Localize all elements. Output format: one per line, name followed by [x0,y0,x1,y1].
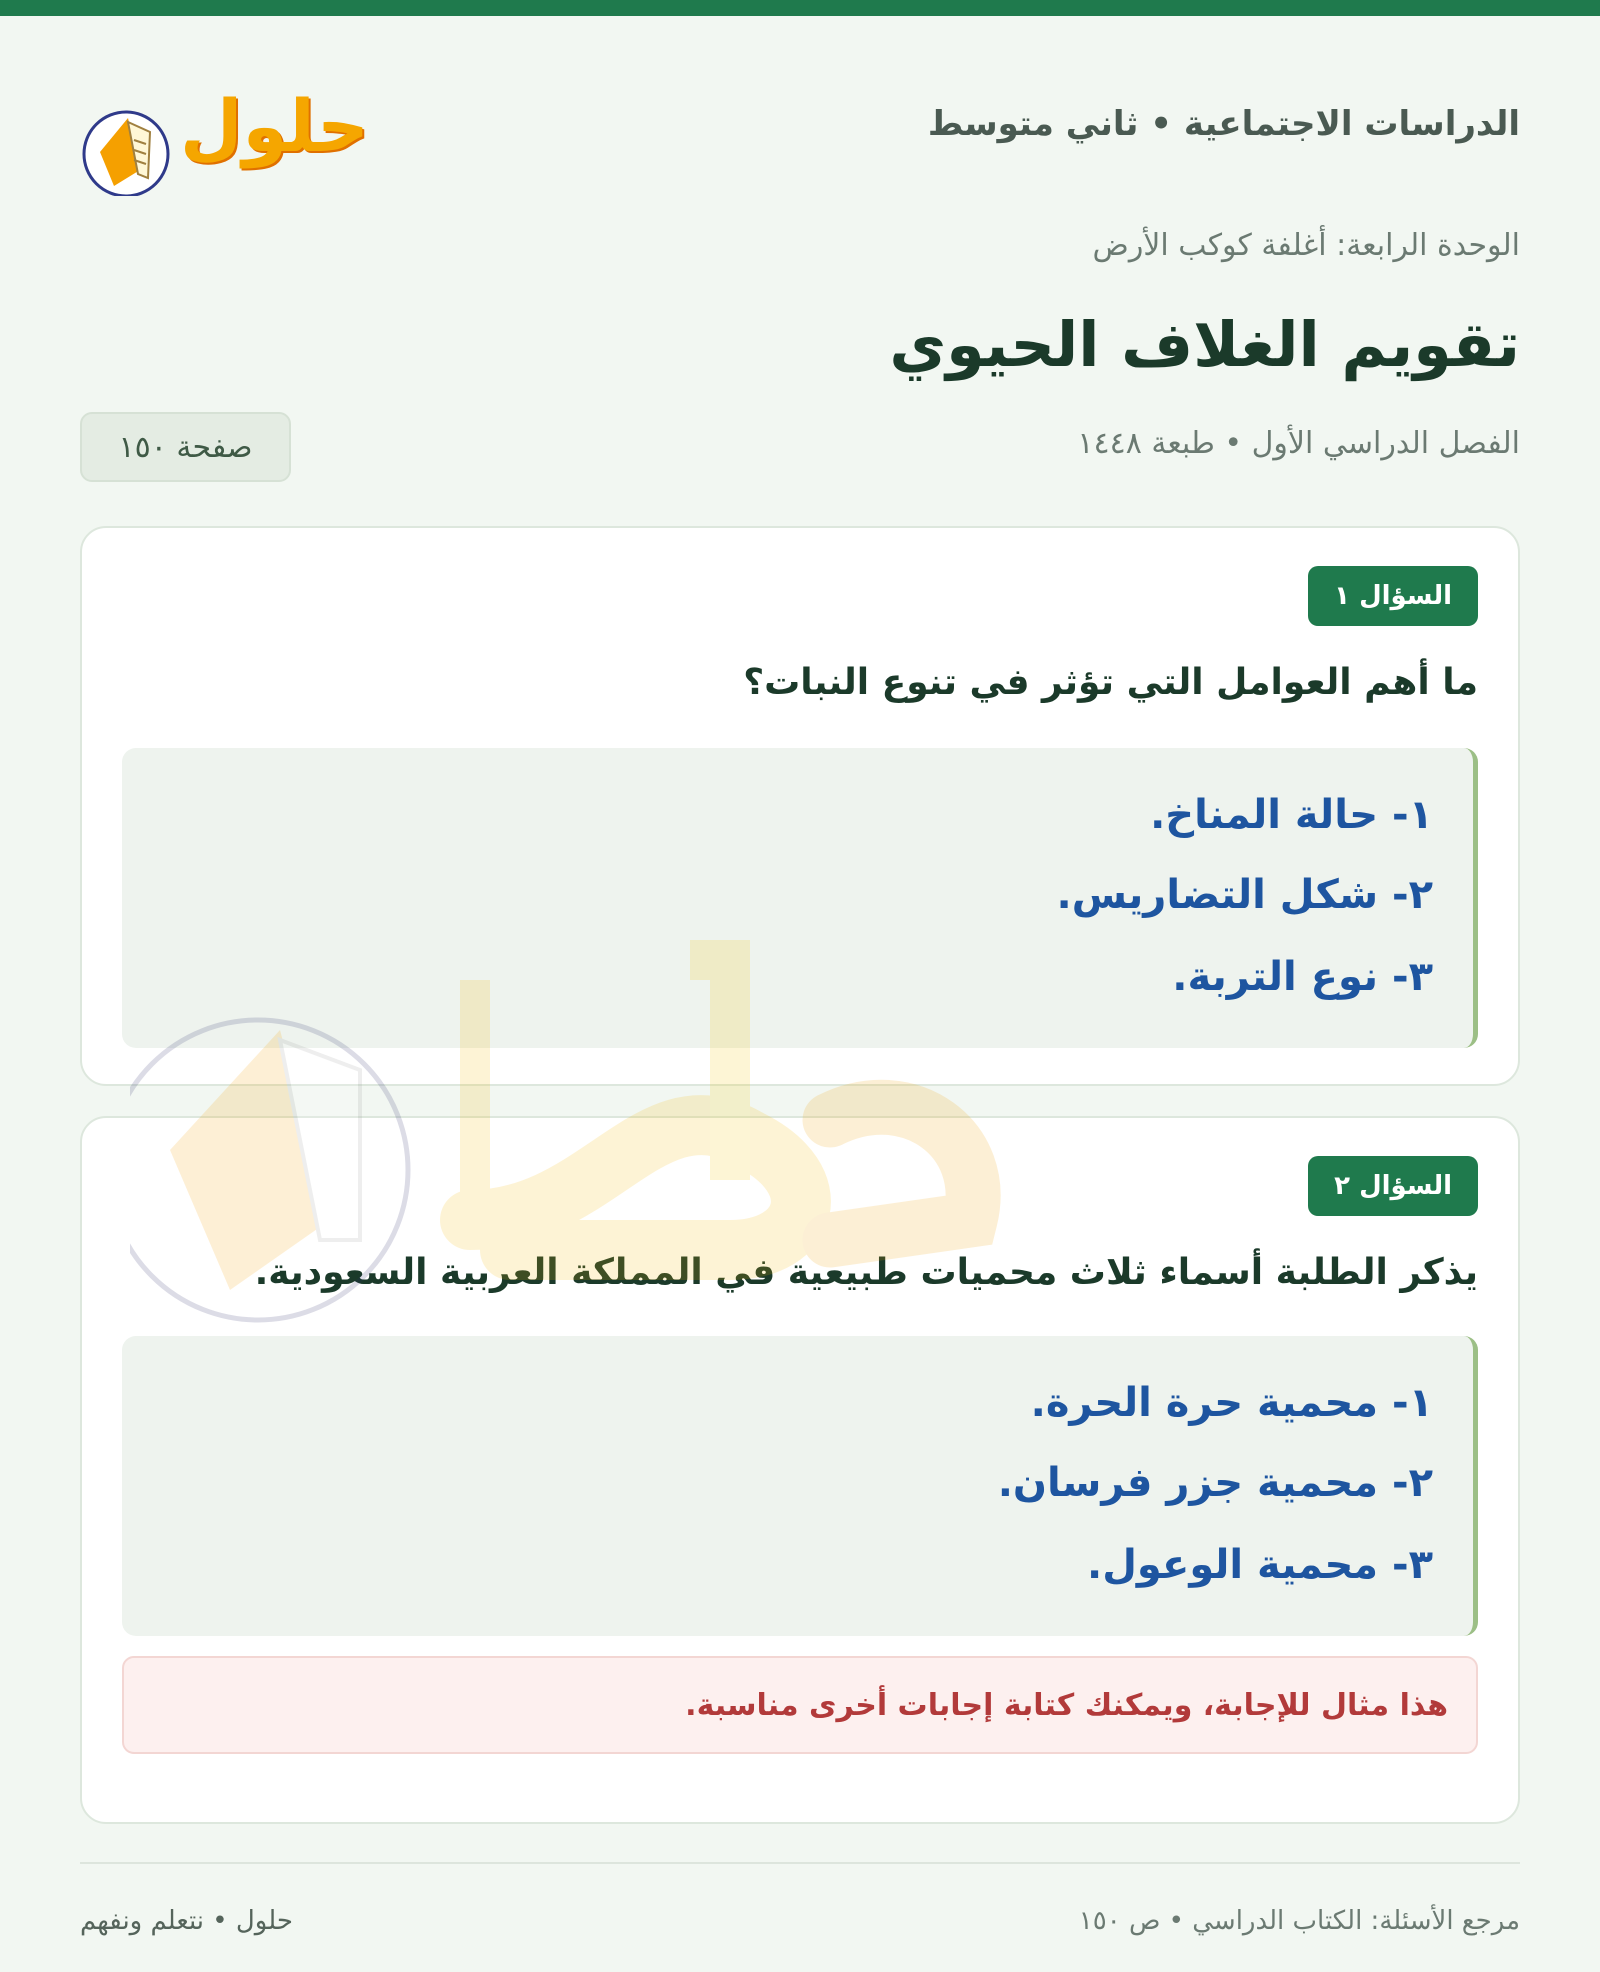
answer-box [122,748,1478,1048]
top-accent-bar [0,0,1600,16]
question-badge: السؤال ١ [1308,566,1478,626]
subject-heading: الدراسات الاجتماعية • ثاني متوسط [927,104,1520,144]
footer-brand: حلول • نتعلم ونفهم [80,1906,293,1936]
answer-note: هذا مثال للإجابة، ويمكنك كتابة إجابات أخرى مناسبة. [122,1656,1478,1754]
answer-item: ٣- نوع التربة. [1172,954,1433,1000]
question-badge: السؤال ٢ [1308,1156,1478,1216]
page-title: تقويم الغلاف الحيوي [889,308,1520,381]
page-header [80,16,1520,232]
question-text: ما أهم العوامل التي تؤثر في تنوع النبات؟ [743,662,1478,703]
footer-divider [80,1862,1520,1864]
answer-item: ٣- محمية الوعول. [1087,1542,1433,1588]
question-card-1 [80,526,1520,1086]
footer-reference: مرجع الأسئلة: الكتاب الدراسي • ص ١٥٠ [1078,1906,1520,1936]
brand-logo[interactable] [80,66,369,196]
question-card-2 [80,1116,1520,1824]
page-content [80,16,1520,1936]
logo-text: حلول [180,84,369,168]
answer-item: ١- حالة المناخ. [1150,792,1433,838]
page-number-badge: صفحة ١٥٠ [80,412,291,482]
answer-item: ١- محمية حرة الحرة. [1030,1380,1433,1426]
answer-item: ٢- شكل التضاريس. [1056,872,1433,918]
unit-label: الوحدة الرابعة: أغلفة كوكب الأرض [1092,228,1520,263]
question-text: يذكر الطلبة أسماء ثلاث محميات طبيعية في المملكة العربية السعودية. [254,1252,1478,1293]
answer-box [122,1336,1478,1636]
answer-item: ٢- محمية جزر فرسان. [997,1460,1433,1506]
semester-meta: الفصل الدراسي الأول • طبعة ١٤٤٨ [1077,426,1520,461]
